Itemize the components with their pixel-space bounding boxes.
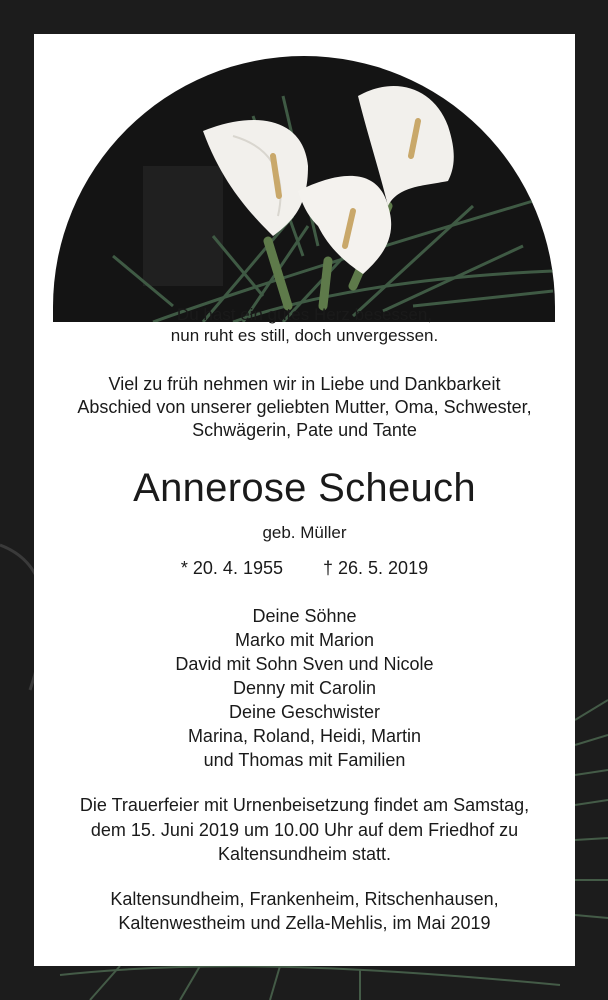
farewell-line: Schwägerin, Pate und Tante [192,420,417,440]
funeral-line: Kaltensundheim statt. [217,844,392,864]
mourner-line: Marko mit Marion [234,630,375,650]
mourner-line: Deine Söhne [252,606,357,626]
farewell-line: Abschied von unserer geliebten Mutter, Oma, Schwester, [77,397,532,417]
mourners-list [34,604,575,772]
memorial-verse [34,304,575,346]
maiden-name: geb. Müller [262,523,347,542]
obituary-card [34,34,575,966]
funeral-line: Die Trauerfeier mit Urnenbeisetzung findet am Samstag, [79,795,530,815]
deceased-name: Annerose Scheuch [133,466,476,510]
obituary-text [34,304,575,936]
place-and-date [34,887,575,936]
place-line: Kaltensundheim, Frankenheim, Ritschenhausen, [110,888,499,909]
funeral-info [34,793,575,867]
mourner-line: Denny mit Carolin [232,678,377,698]
life-dates [34,557,575,579]
mourner-line: und Thomas mit Familien [203,750,406,770]
funeral-line: dem 15. Juni 2019 um 10.00 Uhr auf dem Friedhof zu [90,819,519,840]
mourner-line: Deine Geschwister [228,702,381,722]
calla-lily-photo [53,56,555,322]
verse-line: Du hast ein gutes Herz besessen, [176,305,433,324]
farewell-line: Viel zu früh nehmen wir in Liebe und Dankbarkeit [108,374,501,394]
death-date: † 26. 5. 2019 [323,558,429,578]
verse-line: nun ruht es still, doch unvergessen. [170,326,439,345]
farewell-text [34,373,575,442]
birth-date: * 20. 4. 1955 [180,558,283,578]
mourner-line: David mit Sohn Sven und Nicole [175,654,434,674]
place-line: Kaltenwestheim und Zella-Mehlis, im Mai 2019 [118,913,491,933]
mourner-line: Marina, Roland, Heidi, Martin [187,726,422,746]
